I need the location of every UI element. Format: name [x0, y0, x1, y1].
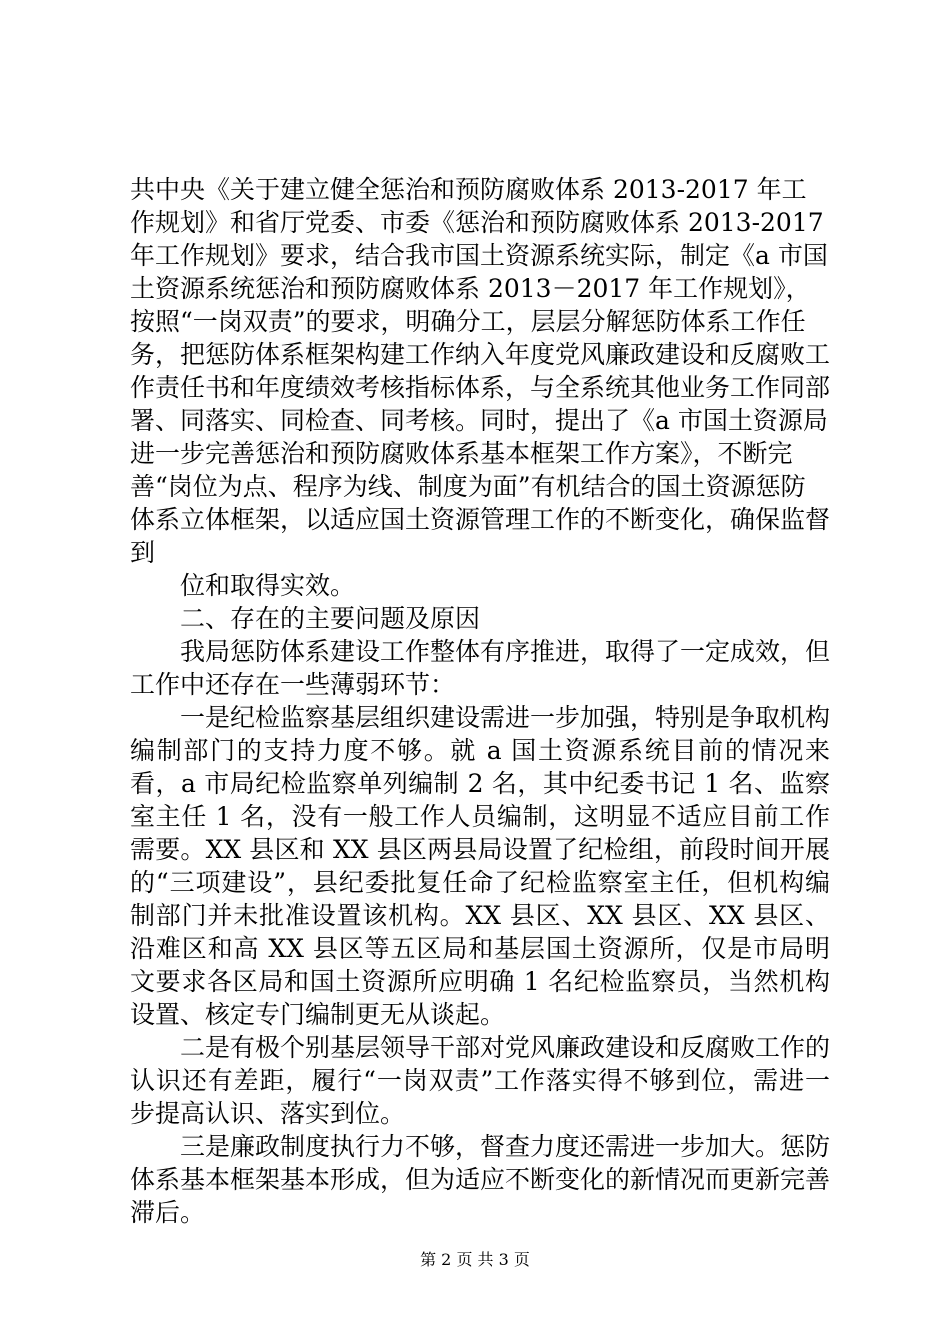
paragraph-issue-one: 一是纪检监察基层组织建设需进一步加强，特别是争取机构编制部门的支持力度不够。就 a 国土资源系统目前的情况来看，a 市局纪检监察单列编制 2 名，其中纪委书记 1 名、监察室主任 1 名，没有一般工作人员编制，这明显不适应目前工作需要。XX 县区和 XX 县区两县局设置了纪检组，前段时间开展的“三项建设”，县纪委批复任命了纪检监察室主任，但机构编制部门并未批准设置该机构。XX 县区、XX 县区、XX 县区、沿难区和高 XX 县区等五区局和基层国土资源所，仅是市局明文要求各区局和国土资源所应明确 1 名纪检监察员，当然机构设置、核定专门编制更无从谈起。 [130, 703, 831, 1029]
paragraph-continuation: 共中央《关于建立健全惩治和预防腐败体系 2013-2017 年工作规划》和省厅党委、市委《惩治和预防腐败体系 2013-2017 年工作规划》要求，结合我市国土资源系统实际，制定《a 市国土资源系统惩治和预防腐败体系 2013－2017 年工作规划》，按照“一岗双责”的要求，明确分工，层层分解惩防体系工作任务，把惩防体系框架构建工作纳入年度党风廉政建设和反腐败工作责任书和年度绩效考核指标体系，与全系统其他业务工作同部署、同落实、同检查、同考核。同时，提出了《a 市国土资源局进一步完善惩治和预防腐败体系基本框架工作方案》，不断完善“岗位为点、程序为线、制度为面”有机结合的国土资源惩防体系立体框架，以适应国土资源管理工作的不断变化，确保监督到 [130, 175, 831, 567]
document-body [130, 173, 830, 1229]
section-heading: 二、存在的主要问题及原因 [180, 604, 481, 633]
paragraph-issue-three: 三是廉政制度执行力不够，督查力度还需进一步加大。惩防体系基本框架基本形成，但为适应不断变化的新情况而更新完善滞后。 [130, 1132, 831, 1227]
paragraph-issue-two: 二是有极个别基层领导干部对党风廉政建设和反腐败工作的认识还有差距，履行“一岗双责”工作落实得不够到位，需进一步提高认识、落实到位。 [130, 1033, 831, 1128]
paragraph-intro: 我局惩防体系建设工作整体有序推进，取得了一定成效，但工作中还存在一些薄弱环节： [130, 637, 831, 699]
paragraph-continuation-tail: 位和取得实效。 [180, 571, 356, 600]
page-number-footer: 第 2 页 共 3 页 [420, 1250, 530, 1269]
